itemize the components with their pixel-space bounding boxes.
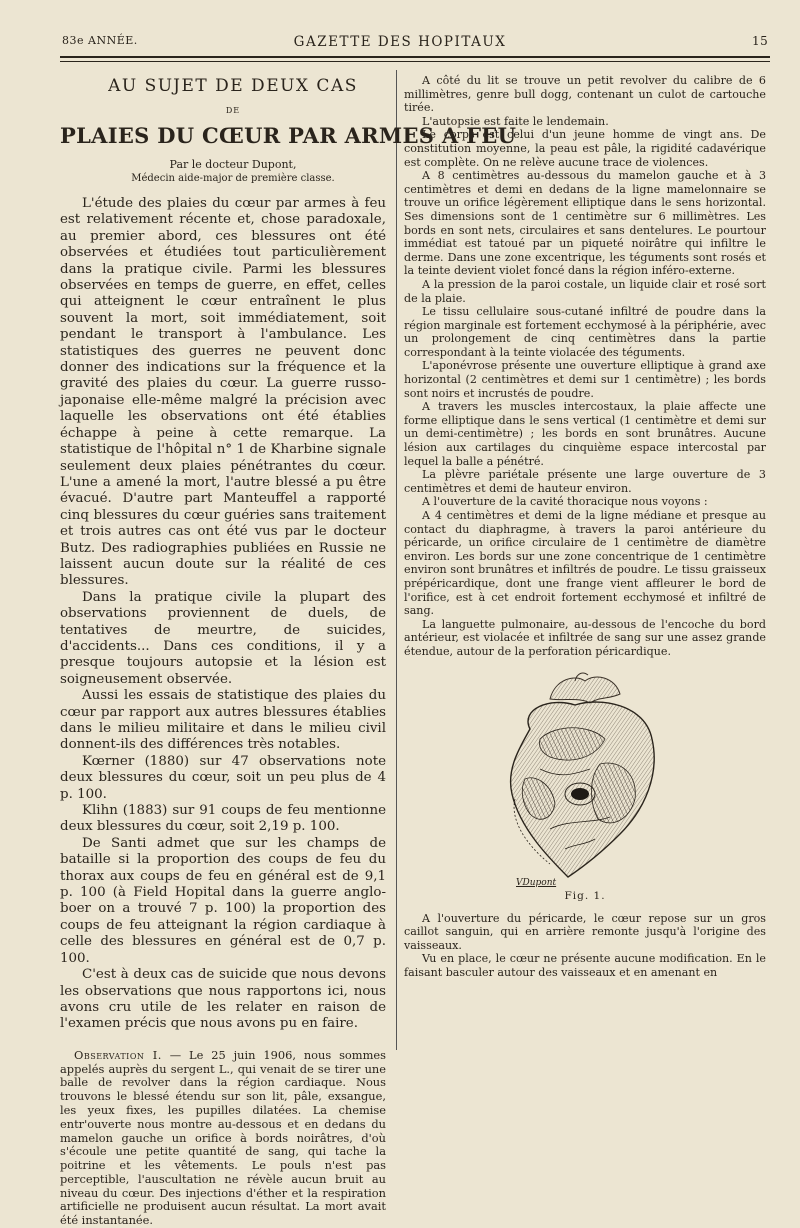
- body-paragraph: A côté du lit se trouve un petit revolver du calibre de 6 millimètres, genre bull dogg, contenant un culot de cartouche tirée.: [404, 74, 766, 115]
- body-paragraph: L'aponévrose présente une ouverture elliptique à grand axe horizontal (2 centimètres et demi sur 1 centimètre) ; les bords sont noirs et incrustés de poudre.: [404, 359, 766, 400]
- body-paragraph: A l'ouverture de la cavité thoracique nous voyons :: [422, 495, 708, 509]
- body-paragraph: C'est à deux cas de suicide que nous devons les observations que nous rapportons ici, nous avons cru utile de les relater en raison de l'examen précis que nous avons pu en faire.: [60, 967, 386, 1032]
- article-title-line-2: DE: [225, 106, 241, 115]
- heart-figure: [404, 669, 766, 902]
- issue-number: 83e ANNÉE.: [62, 34, 138, 47]
- page-number: 15: [752, 34, 769, 48]
- body-paragraph: De Santi admet que sur les champs de bataille si la proportion des coups de feu du thorax aux coups de feu en général est de 9,1 p. 100 (à Field Hopital dans la guerre anglo-boer on a trouvé 7 p. 100) la proportion des coups de feu atteignant la région cardiaque à celle des blessures en général est de 0,7 p. 100.: [60, 835, 386, 966]
- body-paragraph: Le corps est celui d'un jeune homme de vingt ans. De constitution moyenne, la peau est pâle, la rigidité cadavérique est complète. On ne relève aucune trace de violences.: [404, 128, 766, 169]
- article-author-rank: Médecin aide-major de première classe.: [131, 173, 335, 184]
- article-title-main: PLAIES DU CŒUR PAR ARMES A FEU: [60, 123, 517, 148]
- body-paragraph: Vu en place, le cœur ne présente aucune modification. En le faisant basculer autour des vaisseaux et en amenant en: [404, 952, 766, 979]
- column-divider: [396, 70, 397, 1050]
- body-paragraph: L'étude des plaies du cœur par armes à feu est relativement récente et, chose paradoxale, au premier abord, ces blessures ont été observées et étudiées tout particulièrement dans la pratique civile. Parmi les blessures observées en temps de guerre, en effet, celles qui atteignent le cœur entraînent le plus souvent la mort, soit immédiatement, soit pendant le transport à l'ambulance. Les statistiques des guerres ne peuvent donc donner des indications sur la fréquence et la gravité des plaies du cœur. La guerre russo-japonaise elle-même malgré la précision avec laquelle les observations ont été établies échappe à peine à cette remarque. La statistique de l'hôpital n° 1 de Kharbine signale seulement deux plaies pénétrantes du cœur. L'une a amené la mort, l'autre blessé a pu être évacué. D'autre part Manteuffel a rapporté cinq blessures du cœur guéries sans traitement et trois autres cas ont été vus par le docteur Butz. Des radiographies publiées en Russie ne laissent aucun doute sur la réalité de ces blessures.: [60, 196, 386, 589]
- body-paragraph: A travers les muscles intercostaux, la plaie affecte une forme elliptique dans le sens vertical (1 centimètre et demi sur un demi-centimètre) ; les bords en sont brunâtres. Aucune lésion aux cartilages du cinquième espace intercostal par lequel la balle a pénétré.: [404, 400, 766, 468]
- artist-signature: VDupont: [516, 877, 557, 888]
- body-paragraph: L'autopsie est faite le lendemain.: [422, 114, 609, 128]
- body-paragraph: Le tissu cellulaire sous-cutané infiltré de poudre dans la région marginale est fortement ecchymosé à la périphérie, avec un prolongement de cinq centimètres dans la partie correspondant à la teinte violacée des téguments.: [404, 305, 766, 359]
- heart-illustration: [480, 669, 690, 884]
- header-rule-thick: [60, 56, 770, 58]
- observation-paragraph: [60, 1049, 386, 1228]
- body-paragraph: La plèvre pariétale présente une large ouverture de 3 centimètres et demi de hauteur environ.: [404, 468, 766, 495]
- body-paragraph: Klihn (1883) sur 91 coups de feu mentionne deux blessures du cœur, soit 2,19 p. 100.: [60, 803, 386, 835]
- article-author: Par le docteur Dupont,: [169, 158, 297, 171]
- article-title-line-1: AU SUJET DE DEUX CAS: [108, 76, 358, 96]
- right-column: [404, 74, 766, 980]
- header-rule-thin: [60, 61, 770, 62]
- body-paragraph: La languette pulmonaire, au-dessous de l'encoche du bord antérieur, est violacée et infiltrée de sang sur une assez grande étendue, autour de la perforation péricardique.: [404, 617, 766, 658]
- figure-caption: Fig. 1.: [564, 889, 606, 902]
- body-paragraph: Dans la pratique civile la plupart des observations proviennent de duels, de tentatives de meurtre, de suicides, d'accidents... Dans ces conditions, il y a presque toujours autopsie et la lésion est soigneusement observée.: [60, 589, 386, 687]
- observation-label: Observation I.: [74, 1047, 162, 1062]
- body-paragraph: A la pression de la paroi costale, un liquide clair et rosé sort de la plaie.: [404, 277, 766, 305]
- journal-title: GAZETTE DES HOPITAUX: [293, 34, 507, 50]
- body-paragraph: Kœrner (1880) sur 47 observations note deux blessures du cœur, soit un peu plus de 4 p. 100.: [60, 753, 386, 802]
- body-paragraph: A l'ouverture du péricarde, le cœur repose sur un gros caillot sanguin, qui en arrière remonte jusqu'à l'origine des vaisseaux.: [404, 911, 766, 952]
- body-paragraph: A 4 centimètres et demi de la ligne médiane et presque au contact du diaphragme, à travers la paroi antérieure du péricarde, un orifice circulaire de 1 centimètre de diamètre environ. Les bords sur une zone concentrique de 1 centimètre environ sont brunâtres et infiltrés de poudre. Le tissu graisseux prépéricardique, dont une frange vient affleurer le bord de l'orifice, est à cet endroit fortement ecchymosé et infiltré de sang.: [404, 509, 766, 618]
- body-paragraph: Aussi les essais de statistique des plaies du cœur par rapport aux autres blessures établies dans le milieu militaire et dans le milieu civil donnent-ils des différences très notables.: [60, 688, 386, 753]
- observation-text: — Le 25 juin 1906, nous sommes appelés auprès du sergent L., qui venait de se tirer une balle de revolver dans la région cardiaque. Nous trouvons le blessé étendu sur son lit, pâle, exsangue, les yeux fixes, les pupilles dilatées. La chemise entr'ouverte nous montre au-dessous et en dedans du mamelon gauche un orifice à bords noirâtres, d'où s'écoule une petite quantité de sang, qui tache la poitrine et les vêtements. Le pouls n'est pas perceptible, l'auscultation ne révèle aucun bruit au niveau du cœur. Des injections d'éther et la respiration artificielle ne produisent aucun résultat. La mort avait été instantanée.: [60, 1047, 386, 1228]
- body-paragraph: A 8 centimètres au-dessous du mamelon gauche et à 3 centimètres et demi en dedans de la ligne mamelonnaire se trouve un orifice légèrement elliptique dans le sens horizontal. Ses dimensions sont de 1 centimètre sur 6 millimètres. Les bords en sont nets, circulaires et sans dentelures. Le pourtour immédiat est tatoué par un piqueté noirâtre qui infiltre le derme. Dans une zone excentrique, les téguments sont rosés et la teinte devient violet foncé dans la région inféro-externe.: [404, 169, 766, 278]
